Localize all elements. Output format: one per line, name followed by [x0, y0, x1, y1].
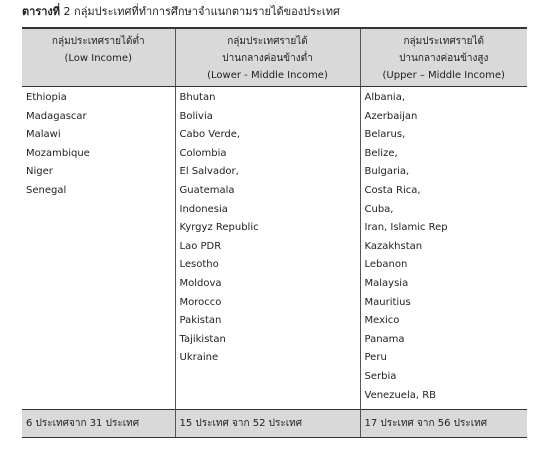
summary-upper-middle-income: 17 ประเทศ จาก 56 ประเทศ	[360, 410, 527, 438]
country-name: Lebanon	[364, 259, 408, 271]
country-name: Mozambique	[26, 147, 90, 159]
upper-middle-income-countries	[360, 87, 527, 410]
header-low-income	[22, 28, 175, 87]
table-caption	[22, 5, 340, 19]
lower-middle-income-countries	[175, 87, 360, 410]
country-name: Lao PDR	[179, 240, 222, 252]
country-name: Costa Rica,	[364, 184, 421, 196]
header-upper-middle-income	[360, 28, 527, 87]
country-name: Bulgaria,	[364, 166, 410, 178]
country-name: Kazakhstan	[364, 240, 423, 252]
country-name: Iran, Islamic Rep	[364, 222, 448, 234]
header-line: (Lower - Middle Income)	[207, 70, 328, 81]
country-name: Pakistan	[179, 315, 222, 327]
country-name: Indonesia	[179, 203, 228, 215]
country-name: Albania,	[364, 92, 406, 103]
country-name: Lesotho	[179, 259, 219, 271]
country-name: Malaysia	[364, 277, 409, 289]
summary-row	[22, 410, 527, 438]
header-line: กลุ่มประเทศรายได้	[227, 36, 308, 47]
country-name: Guatemala	[179, 184, 235, 196]
header-line: ปานกลางค่อนข้างต่ำ	[222, 53, 313, 64]
caption-number: 2	[63, 5, 71, 18]
country-name: Malawi	[26, 129, 61, 141]
country-name: Panama	[364, 333, 405, 345]
country-name: Moldova	[179, 277, 222, 289]
country-name: Madagascar	[26, 110, 87, 122]
country-name: Cuba,	[364, 203, 394, 215]
caption-text: กลุ่มประเทศที่ทำการศึกษาจำแนกตามรายได้ของประเทศ	[74, 5, 340, 18]
country-name: Colombia	[179, 147, 227, 159]
header-line: ปานกลางค่อนข้างสูง	[399, 53, 489, 64]
summary-low-income: 6 ประเทศจาก 31 ประเทศ	[22, 410, 175, 438]
country-name: Kyrgyz Republic	[179, 222, 259, 234]
low-income-countries	[22, 87, 175, 410]
country-name: Bhutan	[179, 92, 216, 103]
income-group-table	[22, 27, 527, 438]
table-row	[22, 87, 527, 410]
caption-label: ตารางที่	[22, 5, 61, 18]
country-name: Morocco	[179, 296, 222, 308]
country-name: Venezuela, RB	[364, 389, 437, 401]
country-name: Belarus,	[364, 129, 406, 141]
header-line: (Upper – Middle Income)	[382, 70, 505, 81]
header-lower-middle-income	[175, 28, 360, 87]
country-name: Mexico	[364, 315, 400, 327]
country-name: Bolivia	[179, 110, 213, 122]
country-name: Niger	[26, 166, 53, 178]
header-line: กลุ่มประเทศรายได้ต่ำ	[51, 36, 145, 47]
header-line: (Low Income)	[64, 53, 132, 64]
country-name: Mauritius	[364, 296, 411, 308]
country-name: Ukraine	[179, 352, 219, 364]
country-name: Tajikistan	[179, 333, 226, 345]
country-name: Belize,	[364, 147, 398, 159]
header-row	[22, 28, 527, 87]
country-name: Azerbaijan	[364, 110, 418, 122]
header-line: กลุ่มประเทศรายได้	[403, 36, 485, 47]
country-name: Cabo Verde,	[179, 129, 241, 141]
summary-lower-middle-income: 15 ประเทศ จาก 52 ประเทศ	[175, 410, 360, 438]
country-name: Senegal	[26, 184, 67, 196]
country-name: Serbia	[364, 370, 397, 382]
country-name: El Salvador,	[179, 166, 239, 178]
country-name: Peru	[364, 352, 387, 364]
country-name: Ethiopia	[26, 92, 67, 103]
